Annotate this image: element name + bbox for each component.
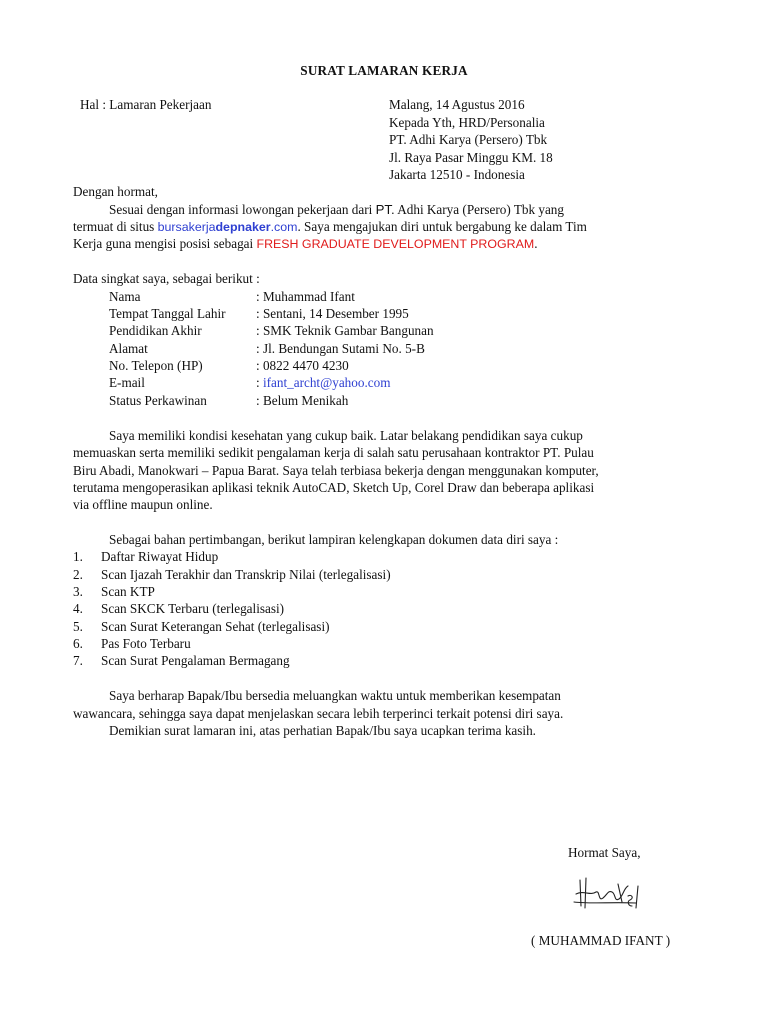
personal-value: : Muhammad Ifant: [256, 289, 355, 304]
list-number: 7.: [73, 653, 83, 668]
list-number: 4.: [73, 601, 83, 616]
list-number: 2.: [73, 567, 83, 582]
personal-label: Alamat: [109, 341, 148, 356]
personal-label: Pendidikan Akhir: [109, 323, 202, 338]
intro-text: Kerja guna mengisi posisi sebagai: [73, 236, 257, 251]
intro-text: .: [534, 236, 538, 251]
personal-label: E-mail: [109, 375, 145, 390]
list-text: Scan Surat Keterangan Sehat (terlegalisasi): [101, 619, 330, 634]
personal-label: Status Perkawinan: [109, 393, 207, 408]
greeting: Dengan hormat,: [73, 184, 158, 199]
signoff: Hormat Saya,: [568, 845, 641, 860]
body-line: Saya memiliki kondisi kesehatan yang cukup baik. Latar belakang pendidikan saya cukup: [109, 428, 583, 443]
recipient-to: Kepada Yth, HRD/Personalia: [389, 115, 545, 130]
body-line: via offline maupun online.: [73, 497, 213, 512]
letter-date: Malang, 14 Agustus 2016: [389, 97, 525, 112]
data-intro: Data singkat saya, sebagai berikut :: [73, 271, 260, 286]
personal-value: : Sentani, 14 Desember 1995: [256, 306, 409, 321]
recipient-city: Jakarta 12510 - Indonesia: [389, 167, 525, 182]
list-number: 5.: [73, 619, 83, 634]
intro-line-1: [109, 201, 564, 218]
recipient-street: Jl. Raya Pasar Minggu KM. 18: [389, 150, 553, 165]
closing-line: wawancara, sehingga saya dapat menjelaskan secara lebih terperinci terkait potensi diri saya.: [73, 706, 564, 721]
intro-text: Sesuai dengan informasi lowongan pekerjaan dari: [109, 202, 376, 217]
intro-pt: PT.: [375, 202, 395, 217]
closing-line: Saya berharap Bapak/Ibu bersedia meluangkan waktu untuk memberikan kesempatan: [109, 688, 561, 703]
body-line: Biru Abadi, Manokwari – Papua Barat. Saya telah terbiasa bekerja dengan menggunakan komputer,: [73, 463, 599, 478]
list-number: 1.: [73, 549, 83, 564]
list-text: Scan Surat Pengalaman Bermagang: [101, 653, 290, 668]
list-number: 6.: [73, 636, 83, 651]
attachments-intro: Sebagai bahan pertimbangan, berikut lampiran kelengkapan dokumen data diri saya :: [109, 532, 559, 547]
job-site-link[interactable]: bursakerjadepnaker.com: [157, 220, 298, 234]
list-text: Scan SKCK Terbaru (terlegalisasi): [101, 601, 285, 616]
intro-text: Adhi Karya (Persero) Tbk yang: [394, 202, 564, 217]
list-text: Scan Ijazah Terakhir dan Transkrip Nilai (terlegalisasi): [101, 567, 391, 582]
body-line: terutama mengoperasikan aplikasi teknik AutoCAD, Sketch Up, Corel Draw dan beberapa aplikasi: [73, 480, 595, 495]
email-link[interactable]: ifant_archt@yahoo.com: [262, 375, 391, 390]
intro-text: termuat di situs: [73, 219, 158, 234]
list-text: Daftar Riwayat Hidup: [101, 549, 219, 564]
signature-image: [570, 872, 645, 914]
intro-text: . Saya mengajukan diri untuk bergabung ke dalam Tim: [297, 219, 587, 234]
personal-label: Tempat Tanggal Lahir: [109, 306, 226, 321]
list-number: 3.: [73, 584, 83, 599]
body-line: memuaskan serta memiliki sedikit pengalaman kerja di salah satu perusahaan kontraktor PT. Pulau: [73, 445, 594, 460]
letter-title: SURAT LAMARAN KERJA: [300, 63, 468, 78]
personal-label: No. Telepon (HP): [109, 358, 203, 373]
personal-value: : Belum Menikah: [256, 393, 349, 408]
personal-value: : SMK Teknik Gambar Bangunan: [256, 323, 434, 338]
intro-line-3: [73, 235, 537, 253]
signature-name: ( MUHAMMAD IFANT ): [531, 933, 671, 948]
closing-line: Demikian surat lamaran ini, atas perhatian Bapak/Ibu saya ucapkan terima kasih.: [109, 723, 536, 738]
personal-value: : 0822 4470 4230: [256, 358, 349, 373]
intro-line-2: [73, 218, 709, 236]
recipient-company: PT. Adhi Karya (Persero) Tbk: [389, 132, 548, 147]
subject-line: Hal : Lamaran Pekerjaan: [80, 97, 212, 112]
personal-value: : Jl. Bendungan Sutami No. 5-B: [256, 341, 425, 356]
position-highlight: FRESH GRADUATE DEVELOPMENT PROGRAM: [256, 237, 535, 251]
list-text: Pas Foto Terbaru: [101, 636, 191, 651]
personal-label: Nama: [109, 289, 141, 304]
personal-value: : ifant_archt@yahoo.com: [256, 375, 391, 390]
list-text: Scan KTP: [101, 584, 155, 599]
